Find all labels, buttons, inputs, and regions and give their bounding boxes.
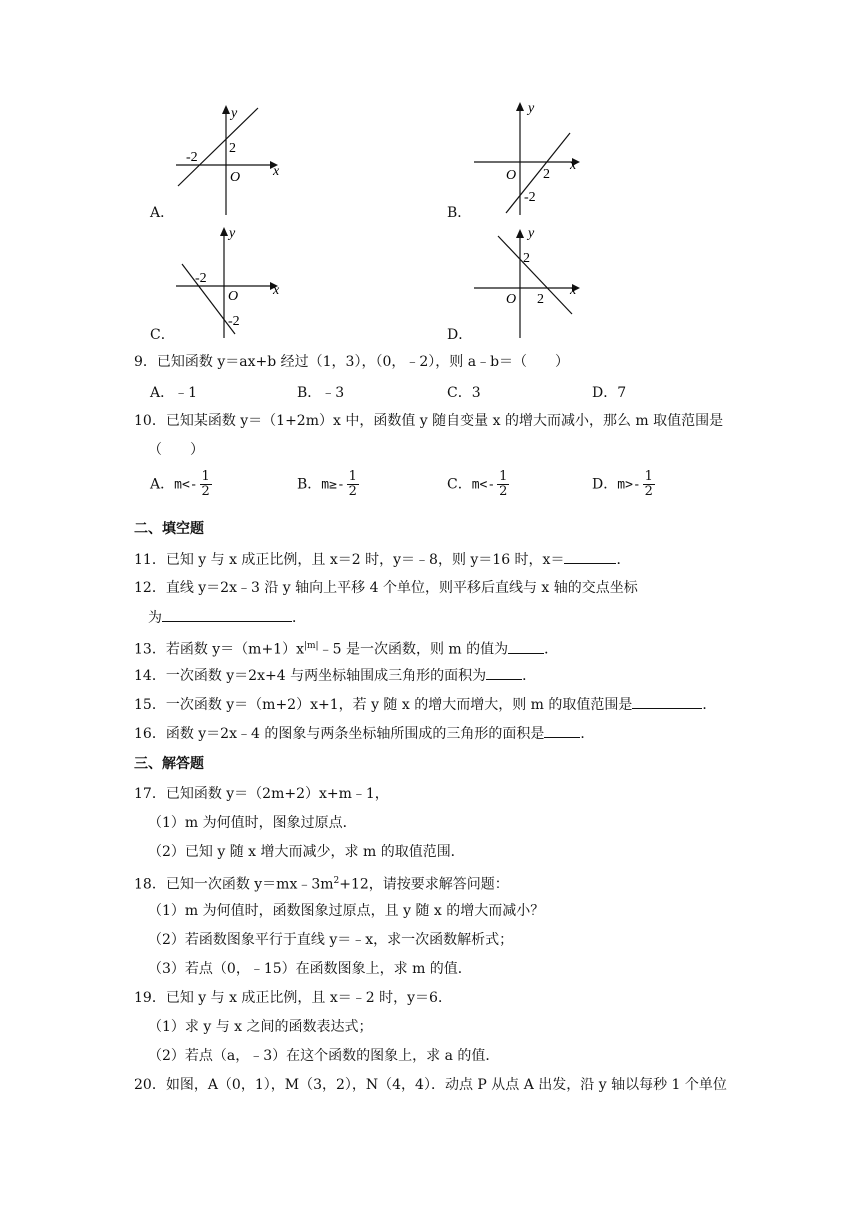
graph-c-y: y [229,226,236,241]
q9-option-c: C．3 [447,385,481,401]
graph-d-y: y [528,226,535,241]
graph-a-n2: 2 [229,141,236,156]
q10-a-den: 2 [201,484,210,499]
q10-stem-line1: 10．已知某函数 y＝（1+2m）x 中，函数值 y 随自变量 x 的增大而减小，那么 m 取值范围是 [134,413,724,429]
q17-part1: （1）m 为何值时，图象过原点． [148,815,357,831]
q12-line2-text: 为 [148,610,162,626]
q18-part1: （1）m 为何值时，函数图象过原点，且 y 随 x 的增大而减小？ [148,903,545,919]
q10-c-den: 2 [499,484,508,499]
q9-option-a: A．﹣1 [150,385,198,401]
q9-option-d: D．7 [592,385,627,401]
q14-period: ． [522,668,537,684]
q9-option-b: B．﹣3 [297,385,345,401]
q10-d-label: D． [592,476,618,493]
q13 [134,636,558,660]
q15-period: ． [702,697,717,713]
graph-c-x: x [273,283,280,298]
q10-a-var: m [174,477,182,493]
graph-d-x: x [570,283,577,298]
q15 [134,694,716,715]
q9-stem: 9．已知函数 y＝ax+b 经过（1，3），（0，﹣2），则 a﹣b＝（ ） [134,354,570,370]
q10-b-label: B． [297,476,322,493]
q17-stem: 17．已知函数 y＝（2m+2）x+m﹣1， [134,786,389,802]
q16-text: 16．函数 y＝2x﹣4 的图象与两条坐标轴所围成的三角形的面积是 [134,726,545,742]
q18-stem-post: +12，请按要求解答问题： [339,876,509,893]
graph-c-o: O [228,289,239,304]
q16-period: ． [580,726,595,742]
q13-period: ． [544,641,559,658]
q15-text: 15．一次函数 y＝（m+2）x+1，若 y 随 x 的增大而增大，则 m 的取值范围是 [134,697,633,713]
q11-answer-blank[interactable] [564,549,616,564]
graph-d-o: O [506,292,517,307]
q19-stem: 19．已知 y 与 x 成正比例，且 x＝﹣2 时，y＝6． [134,990,452,1006]
q18-stem [134,871,509,895]
graph-b-x: x [570,158,577,173]
q13-post: ﹣5 是一次函数，则 m 的值为 [318,641,509,658]
q10-option-b [297,470,359,499]
q18-exponent: 2 [333,876,340,886]
graph-c-n2: -2 [228,314,240,329]
q18-stem-pre: 18．已知一次函数 y＝mx﹣3m [134,876,334,893]
q10-b-frac [347,470,359,499]
graph-a-y: y [231,106,238,121]
q11-period: ． [616,552,631,568]
q10-c-rel: <- [479,477,496,493]
q10-a-num: 1 [201,469,210,484]
graph-d-n1: 2 [523,251,530,266]
section-fill-in-heading: 二、填空题 [134,521,204,537]
graph-b-o: O [506,168,517,183]
q11 [134,549,630,570]
q10-d-num: 1 [644,469,653,484]
q20-stem: 20．如图，A（0，1），M（3，2），N（4，4）．动点 P 从点 A 出发，沿 y 轴以每秒 1 个单位 [134,1077,727,1093]
q10-c-var: m [471,477,480,493]
q10-b-rel: ≥- [329,477,345,493]
q12-line2 [148,607,306,628]
q14 [134,665,536,686]
q10-option-c [447,470,509,499]
graph-d-n2: 2 [537,292,544,307]
q12-line1: 12．直线 y＝2x﹣3 沿 y 轴向上平移 4 个单位，则平移后直线与 x 轴的交点坐标 [134,580,638,596]
q10-b-var: m [321,477,330,493]
q18-part2: （2）若函数图象平行于直线 y＝﹣x，求一次函数解析式； [148,932,514,948]
q13-pre: 13．若函数 y＝（m+1）x [134,641,304,658]
q10-stem-line2: （ ） [148,442,204,458]
q10-b-den: 2 [348,484,357,499]
q10-d-var: m [617,477,626,493]
graph-b-label: B． [447,205,472,221]
q13-exponent: |m| [303,641,319,651]
q10-a-rel: <- [181,477,198,493]
q13-answer-blank[interactable] [508,639,544,654]
q12-period: ． [292,610,306,626]
q10-option-a [150,470,212,499]
graph-a-o: O [230,170,241,185]
graph-c-n1: -2 [195,271,207,286]
graph-a-x: x [273,164,280,179]
graph-a-n1: -2 [186,150,198,165]
q10-d-den: 2 [644,484,653,499]
q10-b-num: 1 [348,469,357,484]
graph-c-label: C． [150,327,175,343]
graph-d-label: D． [447,327,473,343]
q10-c-frac [497,470,509,499]
q15-answer-blank[interactable] [632,694,702,709]
q16 [134,723,594,744]
q14-answer-blank[interactable] [486,665,522,680]
q11-text: 11．已知 y 与 x 成正比例，且 x＝2 时，y＝﹣8，则 y＝16 时，x＝ [134,552,565,568]
q10-c-num: 1 [499,469,508,484]
q19-part2: （2）若点（a，﹣3）在这个函数的图象上，求 a 的值． [148,1048,500,1064]
graph-b-n1: 2 [543,167,550,182]
q10-d-frac [643,470,655,499]
q17-part2: （2）已知 y 随 x 增大而减少，求 m 的取值范围． [148,844,465,860]
q18-part3: （3）若点（0，﹣15）在函数图象上，求 m 的值． [148,961,472,977]
q16-answer-blank[interactable] [544,723,580,738]
q10-a-label: A． [150,476,175,493]
q10-a-frac [200,470,212,499]
q12-answer-blank[interactable] [162,607,292,622]
q10-option-d [592,470,655,499]
q14-text: 14．一次函数 y＝2x+4 与两坐标轴围成三角形的面积为 [134,668,487,684]
section-solve-heading: 三、解答题 [134,756,204,772]
q10-d-rel: >- [625,477,641,493]
graph-b-y: y [528,101,535,116]
q19-part1: （1）求 y 与 x 之间的函数表达式； [148,1019,373,1035]
graph-b-n2: -2 [524,190,536,205]
graph-a-label: A． [150,205,175,221]
q10-c-label: C． [447,476,472,493]
